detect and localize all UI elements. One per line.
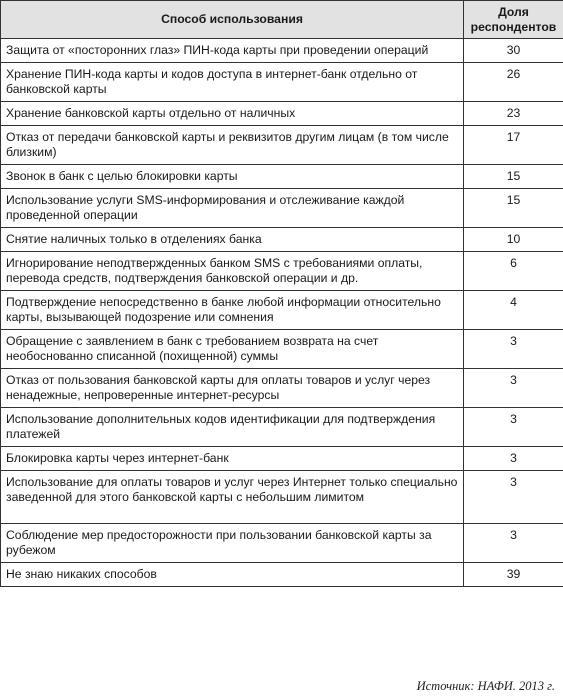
table-row bbox=[1, 252, 563, 291]
share-cell: 3 bbox=[464, 471, 563, 524]
table-row bbox=[1, 447, 563, 471]
share-cell: 10 bbox=[464, 228, 563, 252]
header-method: Способ использования bbox=[1, 1, 464, 39]
method-cell: Хранение ПИН-кода карты и кодов доступа в интернет-банк отдельно от банковской карты bbox=[1, 63, 464, 102]
share-cell: 3 bbox=[464, 408, 563, 447]
share-cell: 3 bbox=[464, 524, 563, 563]
table-row bbox=[1, 330, 563, 369]
table-row bbox=[1, 563, 563, 587]
method-cell: Обращение с заявлением в банк с требованием возврата на счет необоснованно списанной (похищенной) суммы bbox=[1, 330, 464, 369]
table-row bbox=[1, 228, 563, 252]
method-cell: Использование услуги SMS-информирования и отслеживание каждой проведенной операции bbox=[1, 189, 464, 228]
share-cell: 15 bbox=[464, 165, 563, 189]
table-row bbox=[1, 102, 563, 126]
share-cell: 15 bbox=[464, 189, 563, 228]
method-cell: Соблюдение мер предосторожности при пользовании банковской карты за рубежом bbox=[1, 524, 464, 563]
method-cell: Отказ от пользования банковской карты для оплаты товаров и услуг через ненадежные, непроверенные интернет-ресурсы bbox=[1, 369, 464, 408]
method-cell: Защита от «посторонних глаз» ПИН-кода карты при проведении операций bbox=[1, 39, 464, 63]
share-cell: 39 bbox=[464, 563, 563, 587]
method-cell: Блокировка карты через интернет-банк bbox=[1, 447, 464, 471]
table-row bbox=[1, 291, 563, 330]
method-cell: Отказ от передачи банковской карты и реквизитов другим лицам (в том числе близким) bbox=[1, 126, 464, 165]
method-cell: Использование дополнительных кодов идентификации для подтверждения платежей bbox=[1, 408, 464, 447]
table-row bbox=[1, 524, 563, 563]
table-row bbox=[1, 126, 563, 165]
method-cell: Использование для оплаты товаров и услуг через Интернет только специально заведенной для этого банковской карты с небольшим лимитом bbox=[1, 471, 464, 524]
table-body bbox=[1, 39, 563, 587]
share-cell: 3 bbox=[464, 447, 563, 471]
method-cell: Хранение банковской карты отдельно от наличных bbox=[1, 102, 464, 126]
table-row bbox=[1, 408, 563, 447]
header-share: Доля респондентов bbox=[464, 1, 563, 39]
table-row bbox=[1, 63, 563, 102]
method-cell: Игнорирование неподтвержденных банком SMS с требованиями оплаты, перевода средств, подтверждения банковской операции и др. bbox=[1, 252, 464, 291]
method-cell: Снятие наличных только в отделениях банка bbox=[1, 228, 464, 252]
table-row bbox=[1, 369, 563, 408]
share-cell: 17 bbox=[464, 126, 563, 165]
method-cell: Подтверждение непосредственно в банке любой информации относительно карты, вызывающей подозрение или сомнения bbox=[1, 291, 464, 330]
share-cell: 4 bbox=[464, 291, 563, 330]
share-cell: 23 bbox=[464, 102, 563, 126]
source-note: Источник: НАФИ. 2013 г. bbox=[416, 679, 555, 693]
share-cell: 6 bbox=[464, 252, 563, 291]
table-row bbox=[1, 471, 563, 524]
table-row bbox=[1, 189, 563, 228]
table-row bbox=[1, 165, 563, 189]
table-row bbox=[1, 39, 563, 63]
share-cell: 3 bbox=[464, 330, 563, 369]
share-cell: 26 bbox=[464, 63, 563, 102]
share-cell: 3 bbox=[464, 369, 563, 408]
header-row bbox=[1, 1, 563, 39]
share-cell: 30 bbox=[464, 39, 563, 63]
method-cell: Не знаю никаких способов bbox=[1, 563, 464, 587]
method-cell: Звонок в банк с целью блокировки карты bbox=[1, 165, 464, 189]
table-header bbox=[1, 1, 563, 39]
